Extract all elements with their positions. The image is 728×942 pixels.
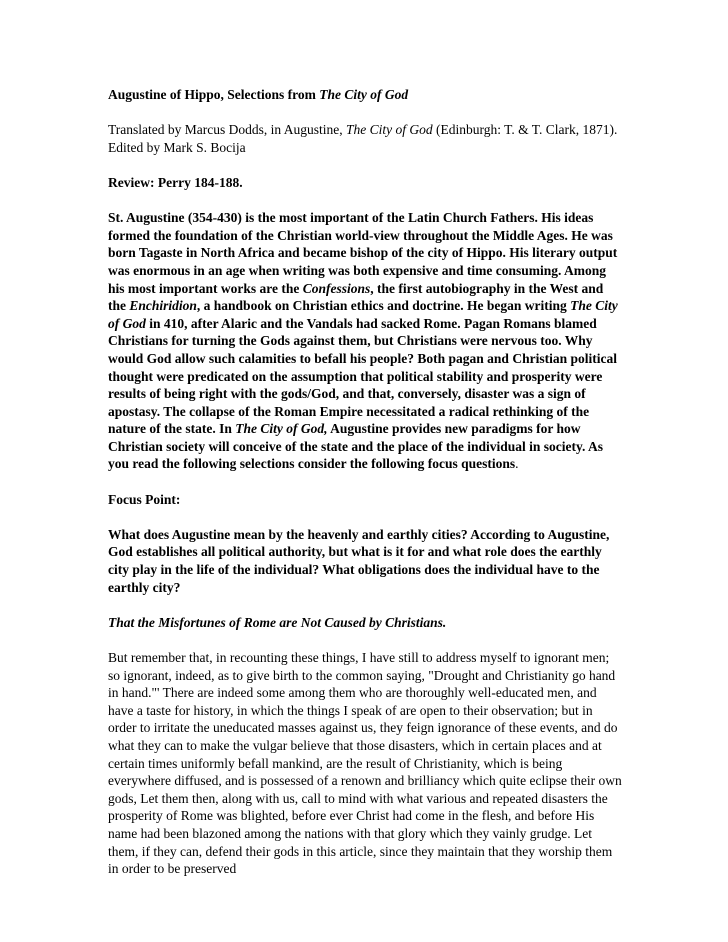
intro-s3: , a handbook on Christian ethics and doctrine. He began writing xyxy=(196,298,571,314)
intro-s5: Augustine provides new paradigms for how Christian society will conceive of the state and the place of the individual in society. As you read the following selections consider the following focus questions xyxy=(108,421,603,472)
translation-part2: (Edinburgh: T. & T. Clark, 1871). Edited by Mark S. Bocija xyxy=(108,122,618,155)
document-title xyxy=(108,86,623,104)
translation-part1: Translated by Marcus Dodds, in Augustine, xyxy=(108,122,346,138)
section-body: But remember that, in recounting these things, I have still to address myself to ignorant men; so ignorant, indeed, as to give birth to the common saying, "Drought and Christianity go hand in hand."' There are indeed some among them who are thoroughly well-educated men, and have a taste for history, in which the things I speak of are open to their observation; but in order to irritate the uneducated masses against us, they feign ignorance of these events, and do what they can to make the vulgar believe that those disasters, which in certain places and at certain times uniformly befall mankind, are the result of Christianity, which is being everywhere diffused, and is possessed of a renown and brilliancy which quite eclipse their own gods, Let them then, along with us, call to mind with what various and repeated disasters the prosperity of Rome was blighted, before ever Christ had come in the flesh, and before His name had been blazoned among the nations with that glory which they vainly grudge. Let them, if they can, defend their gods in this article, since they maintain that they worship them in order to be preserved xyxy=(108,650,622,877)
translation-note xyxy=(108,121,623,156)
intro-city-of-god-2: The City of God, xyxy=(235,421,328,437)
intro-confessions: Confessions xyxy=(302,280,371,296)
intro-s2: , the first autobiography in the West and the xyxy=(108,280,604,314)
intro-enchiridion: Enchiridion xyxy=(129,298,197,314)
intro-s1: St. Augustine (354-430) is the most important of the Latin Church Fathers. His ideas formed the foundation of the Christian world-view throughout the Middle Ages. He was born Tagaste in North Africa and became bishop of the city of Hippo. His literary output was enormous in an age when writing was both expensive and time consuming. Among his most important works are the xyxy=(108,210,618,296)
title-prefix: Augustine of Hippo, Selections from xyxy=(108,87,320,102)
intro-end: . xyxy=(515,456,519,472)
intro-paragraph xyxy=(108,209,623,473)
document-page xyxy=(108,86,623,895)
title-work: The City of God xyxy=(319,87,409,102)
focus-question: What does Augustine mean by the heavenly and earthly cities? According to Augustine, God establishes all political authority, but what is it for and what role does the earthly city play in the life of the individual? What obligations does the individual have to the earthly city? xyxy=(108,526,610,595)
intro-s4: in 410, after Alaric and the Vandals had sacked Rome. Pagan Romans blamed Christians for turning the Gods against them, but Christians were nervous too. Why would God allow such calamities to befall his people? Both pagan and Christian political thought were predicated on the assumption that political stability and prosperity were results of being right with the gods/God, and that, conversely, disaster was a sign of apostasy. The collapse of the Roman Empire necessitated a radical rethinking of the nature of the state. In xyxy=(108,315,617,437)
intro-city-of-god-1: The City of God xyxy=(108,298,618,331)
translation-work: The City of God xyxy=(346,122,433,138)
focus-heading: Focus Point: xyxy=(108,491,181,507)
section-heading: That the Misfortunes of Rome are Not Caused by Christians. xyxy=(108,614,447,630)
review-note: Review: Perry 184-188. xyxy=(108,174,243,190)
